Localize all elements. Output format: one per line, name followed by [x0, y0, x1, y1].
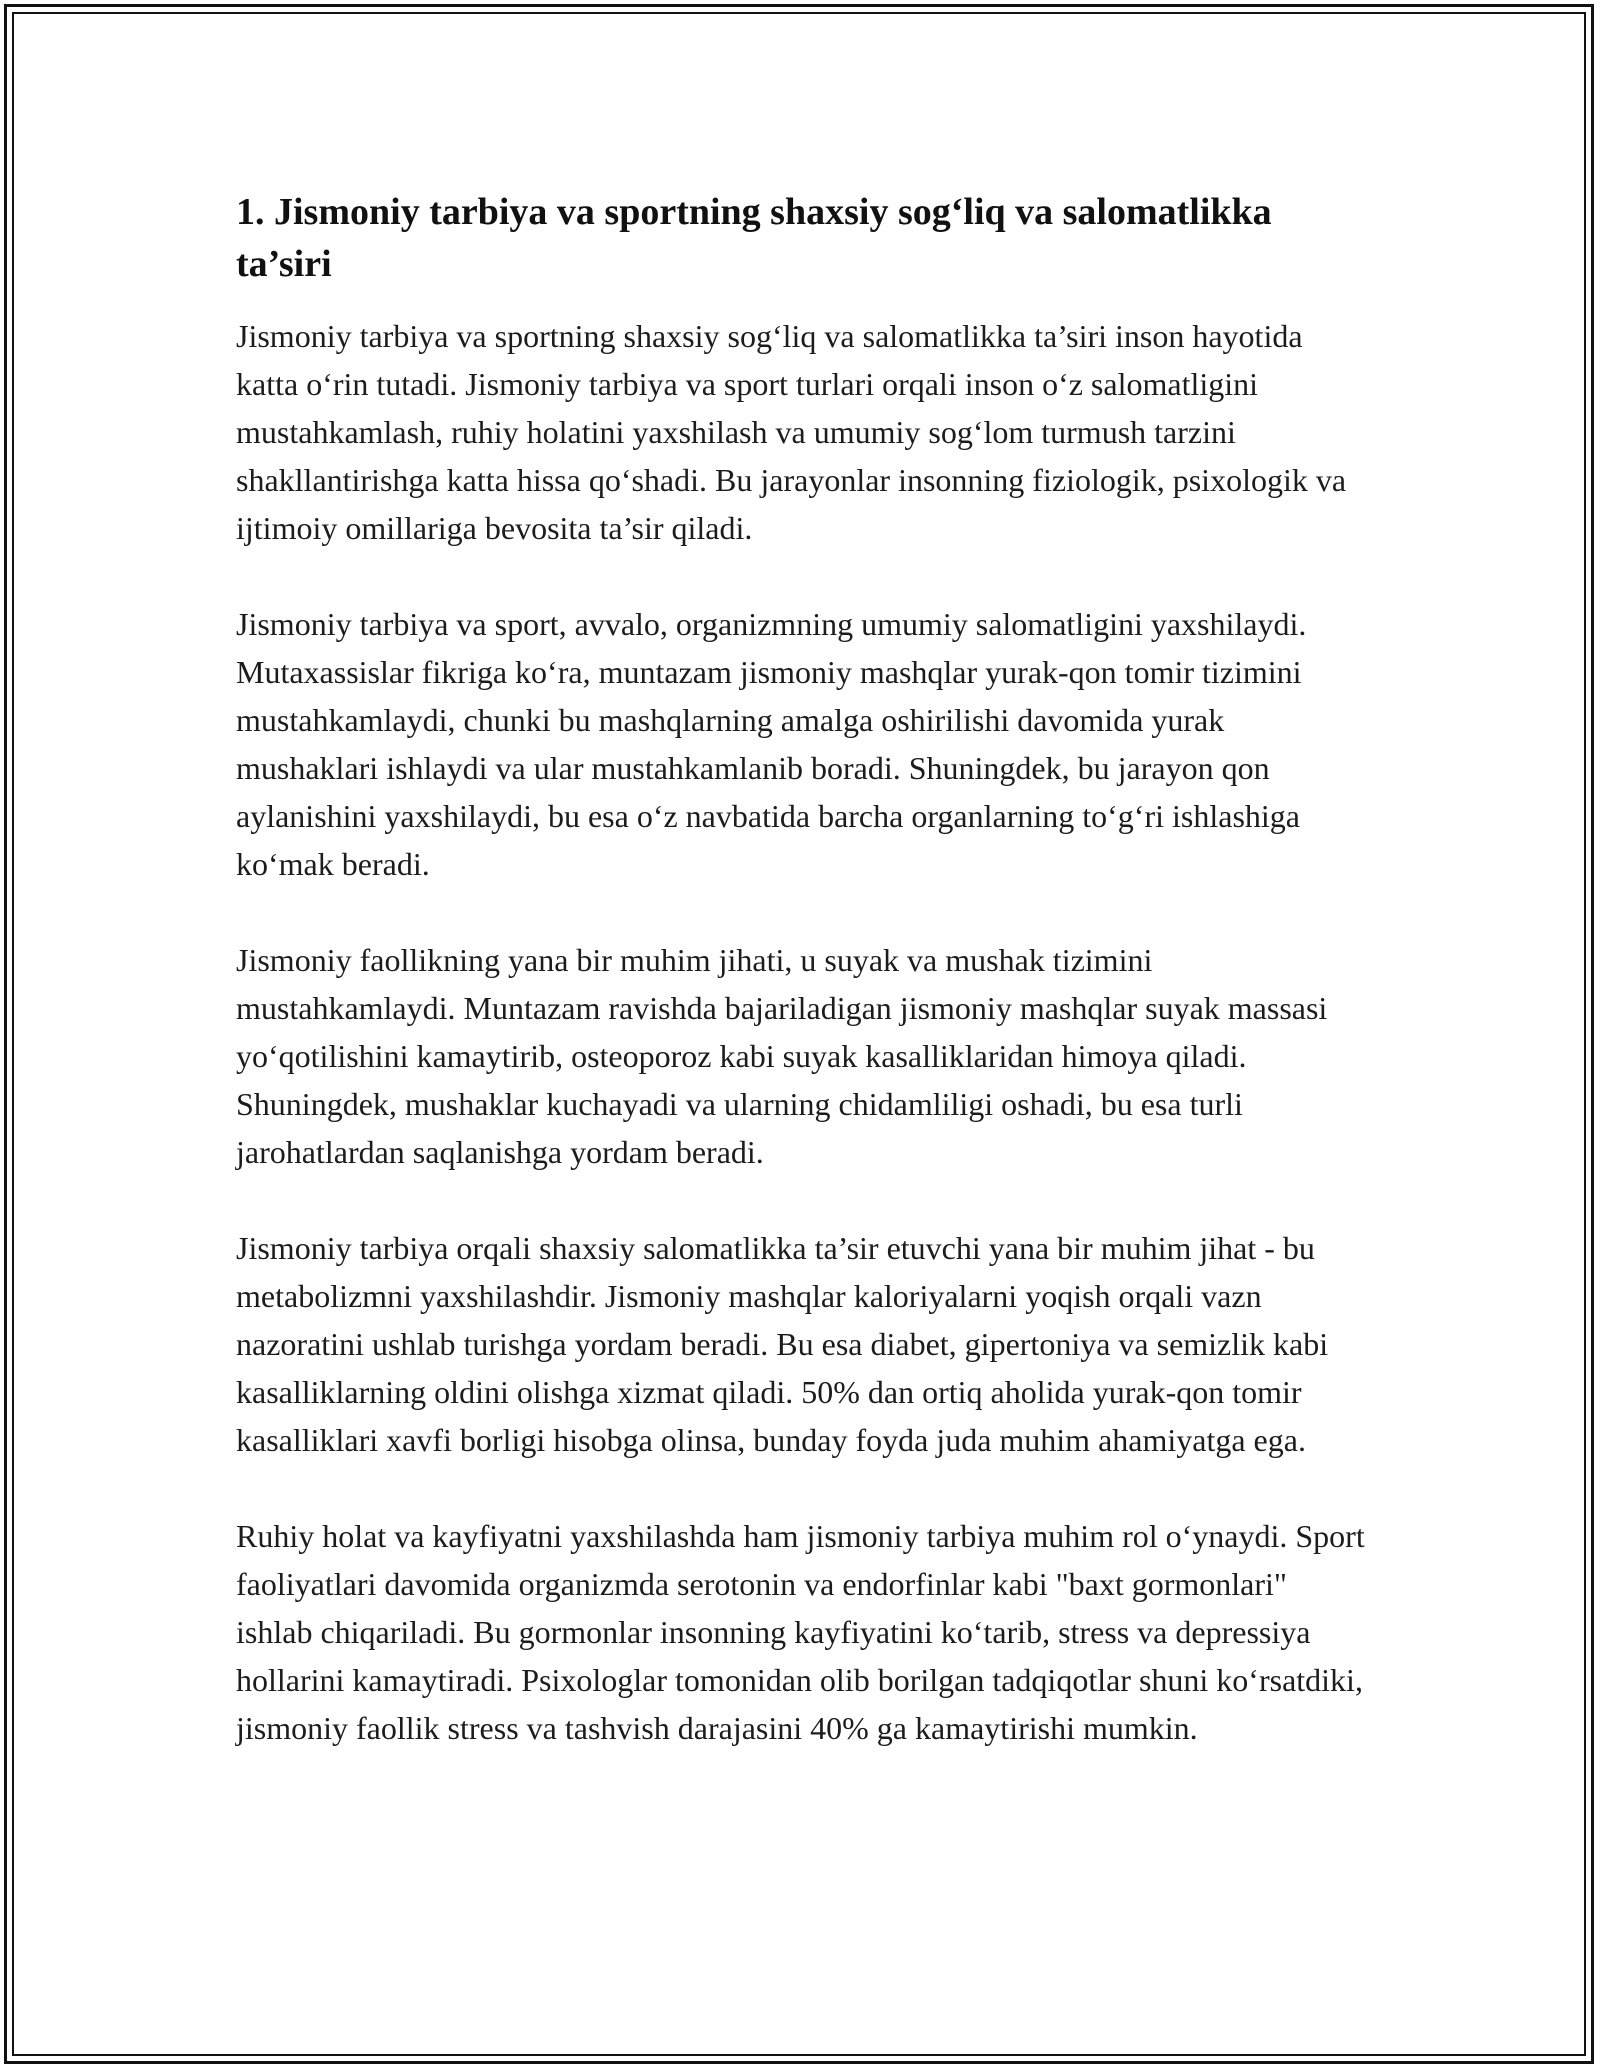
section-heading: 1. Jismoniy tarbiya va sportning shaxsiy sog‘liq va salomatlikka ta’siri: [236, 191, 1272, 285]
paragraph-2: Jismoniy tarbiya va sport, avvalo, organizmning umumiy salomatligini yaxshilaydi. Mutaxassislar fikriga ko‘ra, muntazam jismoniy mashqlar yurak-qon tomir tizimini mustahkamlaydi, chunki bu mashqlarning amalga oshirilishi davomida yurak mushaklari ishlaydi va ular mustahkamlanib boradi. Shuningdek, bu jarayon qon aylanishini yaxshilaydi, bu esa o‘z navbatida barcha organlarning to‘g‘ri ishlashiga ko‘mak beradi.: [236, 606, 1307, 882]
paragraph-3: Jismoniy faollikning yana bir muhim jihati, u suyak va mushak tizimini mustahkamlaydi. Muntazam ravishda bajariladigan jismoniy mashqlar suyak massasi yo‘qotilishini kamaytirib, osteoporoz kabi suyak kasalliklaridan himoya qiladi. Shuningdek, mushaklar kuchayadi va ularning chidamliligi oshadi, bu esa turli jarohatlardan saqlanishga yordam beradi.: [236, 942, 1328, 1170]
paragraph-5: Ruhiy holat va kayfiyatni yaxshilashda ham jismoniy tarbiya muhim rol o‘ynaydi. Sport faoliyatlari davomida organizmda serotonin va endorfinlar kabi "baxt gormonlari" ishlab chiqariladi. Bu gormonlar insonning kayfiyatini ko‘tarib, stress va depressiya hollarini kamaytiradi. Psixologlar tomonidan olib borilgan tadqiqotlar shuni ko‘rsatdiki, jismoniy faollik stress va tashvish darajasini 40% ga kamaytirishi mumkin.: [236, 1518, 1365, 1746]
paragraph-4: Jismoniy tarbiya orqali shaxsiy salomatlikka ta’sir etuvchi yana bir muhim jihat - bu metabolizmni yaxshilashdir. Jismoniy mashqlar kaloriyalarni yoqish orqali vazn nazoratini ushlab turishga yordam beradi. Bu esa diabet, gipertoniya va semizlik kabi kasalliklarning oldini olishga xizmat qiladi. 50% dan ortiq aholida yurak-qon tomir kasalliklari xavfi borligi hisobga olinsa, bunday foyda juda muhim ahamiyatga ega.: [236, 1230, 1329, 1458]
paragraph-1: Jismoniy tarbiya va sportning shaxsiy sog‘liq va salomatlikka ta’siri inson hayotida katta o‘rin tutadi. Jismoniy tarbiya va sport turlari orqali inson o‘z salomatligini mustahkamlash, ruhiy holatini yaxshilash va umumiy sog‘lom turmush tarzini shakllantirishga katta hissa qo‘shadi. Bu jarayonlar insonning fiziologik, psixologik va ijtimoiy omillariga bevosita ta’sir qiladi.: [236, 318, 1347, 546]
document-body: [236, 186, 1366, 1800]
